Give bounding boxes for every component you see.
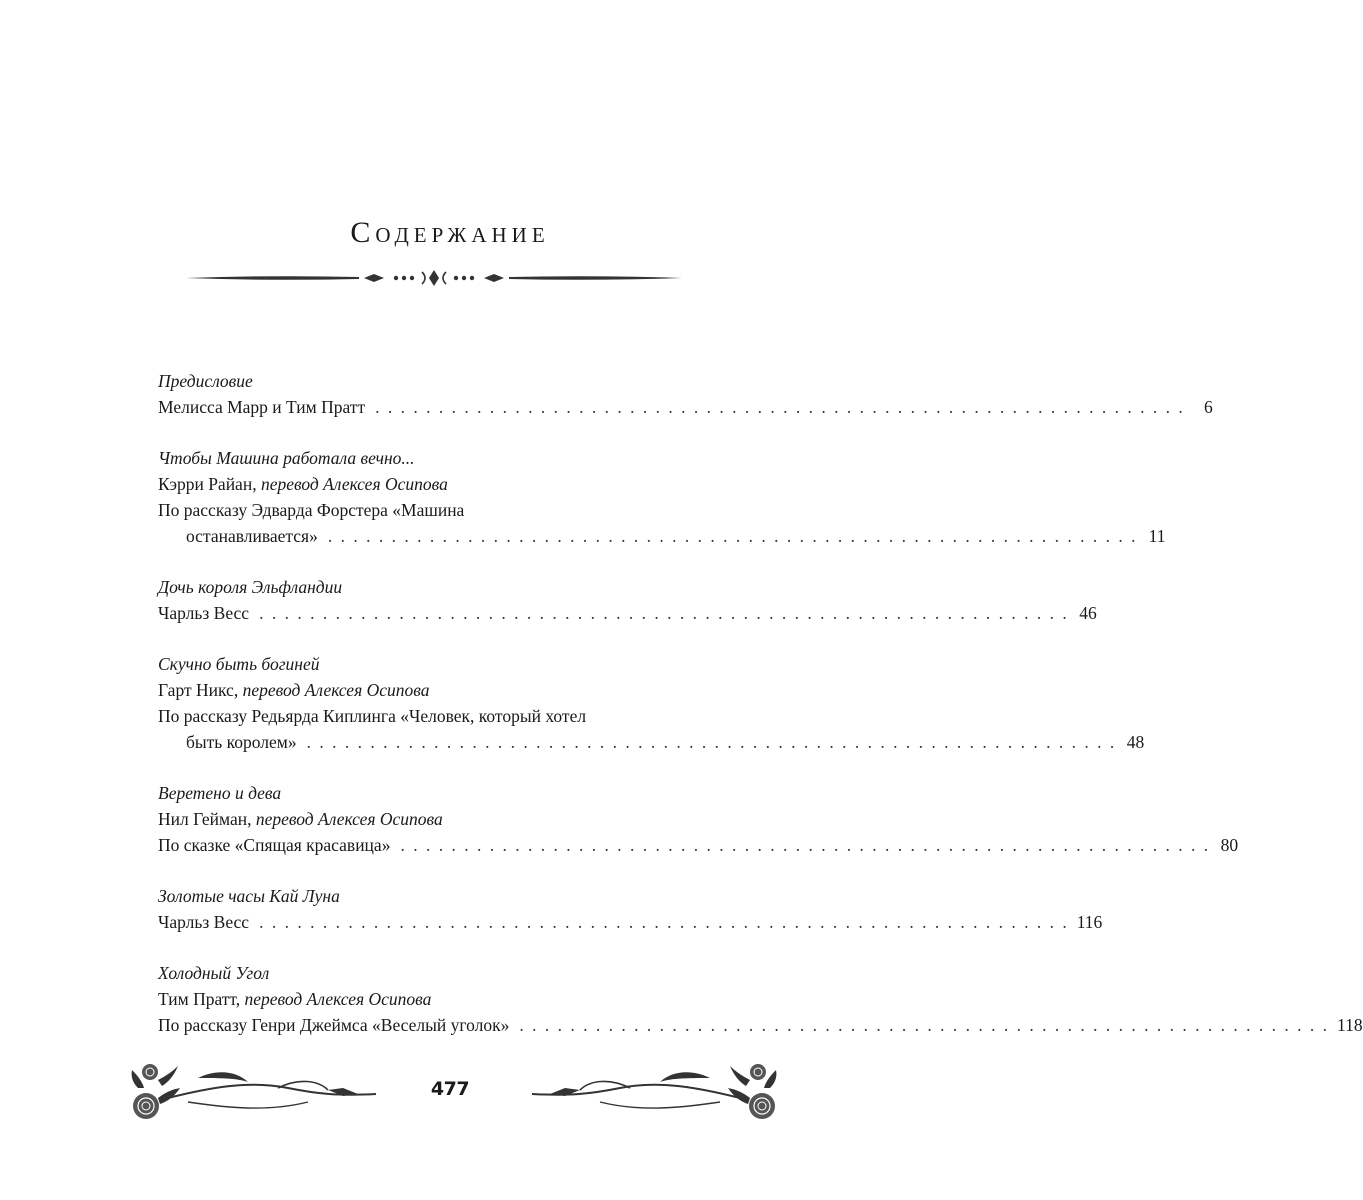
entry-title: Холодный Угол (158, 963, 270, 983)
ornamental-divider (184, 266, 684, 290)
entry-source: По рассказу Эдварда Форстера «Машина (158, 500, 465, 520)
toc-entry[interactable] (158, 651, 1145, 755)
entry-title: Предисловие (158, 371, 253, 391)
entry-line (158, 729, 1145, 755)
entry-line (158, 523, 1166, 549)
entry-page-number: 11 (1148, 526, 1166, 546)
entry-page-number: 116 (1076, 912, 1103, 932)
entry-source-cont: останавливается» (186, 526, 318, 546)
entry-author: Тим Пратт, (158, 989, 241, 1009)
entry-translator: перевод Алексея Осипова (242, 680, 430, 700)
entry-credit (158, 677, 714, 703)
table-of-contents (158, 368, 1363, 1063)
entry-page-number: 118 (1337, 1015, 1363, 1035)
toc-entry[interactable] (158, 574, 1097, 626)
page-title: Содержание (350, 216, 550, 249)
entry-title: Дочь короля Эльфландии (158, 577, 343, 597)
toc-entry[interactable] (158, 445, 1166, 549)
entry-author: Чарльз Весс (158, 912, 250, 932)
entry-title: Золотые часы Кай Луна (158, 886, 340, 906)
entry-title: Скучно быть богиней (158, 654, 320, 674)
entry-translator: перевод Алексея Осипова (255, 809, 443, 829)
entry-title: Веретено и дева (158, 783, 282, 803)
entry-translator: перевод Алексея Осипова (260, 474, 448, 494)
dot-leader: . . . . . . . . . . . . . . . . . . . . . . . . . . . . . . . . . . . . . . . . . . . . . . . . . . . . . . . . . . . . . . . . (375, 397, 1185, 417)
entry-source: По рассказу Генри Джеймса «Веселый уголок» (158, 1015, 510, 1035)
entry-author: Кэрри Райан, (158, 474, 257, 494)
entry-page-number: 80 (1220, 835, 1239, 855)
entry-author: Чарльз Весс (158, 603, 250, 623)
entry-line (158, 909, 1103, 935)
entry-credit (158, 471, 714, 497)
entry-page-number: 6 (1203, 397, 1213, 417)
entry-author: Гарт Никс, (158, 680, 239, 700)
entry-line (158, 1012, 1363, 1038)
entry-translator: перевод Алексея Осипова (244, 989, 432, 1009)
entry-line (158, 394, 1213, 420)
dot-leader: . . . . . . . . . . . . . . . . . . . . . . . . . . . . . . . . . . . . . . . . . . . . . . . . . . . . . . . . . . . . . . . . (519, 1015, 1330, 1035)
dot-leader: . . . . . . . . . . . . . . . . . . . . . . . . . . . . . . . . . . . . . . . . . . . . . . . . . . . . . . . . . . . . . . . . (327, 526, 1138, 546)
entry-source: По рассказу Редьярда Киплинга «Человек, который хотел (158, 706, 587, 726)
entry-title: Чтобы Машина работала вечно... (158, 448, 415, 468)
entry-author: Мелисса Марр и Тим Пратт (158, 397, 366, 417)
entry-line (158, 832, 1239, 858)
entry-line (158, 600, 1097, 626)
entry-source-cont: быть королем» (186, 732, 297, 752)
toc-entry[interactable] (158, 368, 1213, 420)
rose-ornament-right (530, 1058, 780, 1128)
toc-entry[interactable] (158, 780, 1239, 858)
dot-leader: . . . . . . . . . . . . . . . . . . . . . . . . . . . . . . . . . . . . . . . . . . . . . . . . . . . . . . . . . . . . . . . . (306, 732, 1117, 752)
dot-leader: . . . . . . . . . . . . . . . . . . . . . . . . . . . . . . . . . . . . . . . . . . . . . . . . . . . . . . . . . . . . . . . . (259, 603, 1069, 623)
page-number: 477 (430, 1078, 470, 1100)
entry-source: По сказке «Спящая красавица» (158, 835, 391, 855)
entry-author: Нил Гейман, (158, 809, 252, 829)
toc-entry[interactable] (158, 883, 1103, 935)
toc-entry[interactable] (158, 960, 1363, 1038)
dot-leader: . . . . . . . . . . . . . . . . . . . . . . . . . . . . . . . . . . . . . . . . . . . . . . . . . . . . . . . . . . . . . . . . (259, 912, 1069, 932)
entry-page-number: 46 (1079, 603, 1097, 623)
entry-credit (158, 986, 714, 1012)
entry-credit (158, 806, 714, 832)
dot-leader: . . . . . . . . . . . . . . . . . . . . . . . . . . . . . . . . . . . . . . . . . . . . . . . . . . . . . . . . . . . . . . . . (400, 835, 1211, 855)
entry-page-number: 48 (1126, 732, 1145, 752)
